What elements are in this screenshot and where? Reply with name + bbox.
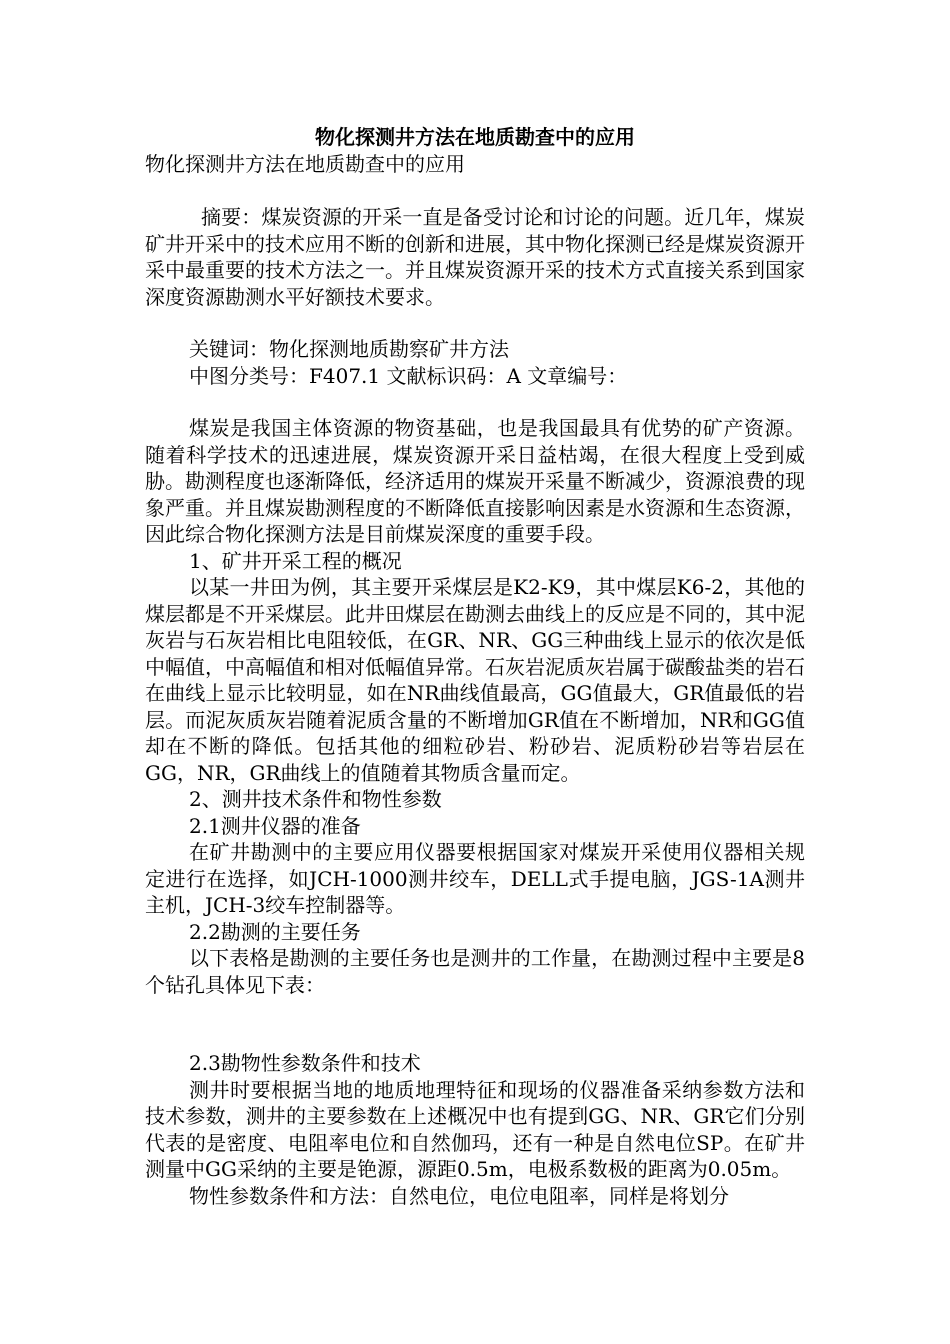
section-1-paragraph: 以某一井田为例，其主要开采煤层是K2-K9，其中煤层K6-2，其他的煤层都是不开采煤层。此井田煤层在勘测去曲线上的反应是不同的，其中泥灰岩与石灰岩相比电阻较低，在GR、NR、GG三种曲线上显示的依次是低中幅值，中高幅值和相对低幅值异常。石灰岩泥质灰岩属于碳酸盐类的岩石在曲线上显示比较明显，如在NR曲线值最高，GG值最大，GR值最低的岩层。而泥灰质灰岩随着泥质含量的不断增加GR值在不断增加，NR和GG值却在不断的降低。包括其他的细粒砂岩、粉砂岩、泥质粉砂岩等岩层在GG，NR，GR曲线上的值随着其物质含量而定。 xyxy=(145,575,805,785)
intro-paragraph: 煤炭是我国主体资源的物资基础，也是我国最具有优势的矿产资源。随着科学技术的迅速进展，煤炭资源开采日益枯竭，在很大程度上受到威胁。勘测程度也逐渐降低，经济适用的煤炭开采量不断减少，资源浪费的现象严重。并且煤炭勘测程度的不断降低直接影响因素是水资源和生态资源，因此综合物化探测方法是目前煤炭深度的重要手段。 xyxy=(145,416,805,546)
section-2-1-heading: 2.1测井仪器的准备 xyxy=(189,813,361,838)
section-2-heading: 2、测井技术条件和物性参数 xyxy=(189,787,442,811)
section-2-3-heading: 2.3勘物性参数条件和技术 xyxy=(189,1051,421,1075)
keywords-line: 关键词：物化探测地质勘察矿井方法 xyxy=(189,337,509,361)
section-2-2-heading: 2.2勘测的主要任务 xyxy=(189,919,361,944)
document-body xyxy=(145,124,805,1209)
blank-line xyxy=(145,389,805,415)
section-1-heading: 1、矿井开采工程的概况 xyxy=(189,548,402,573)
document-title: 物化探测井方法在地质勘查中的应用 xyxy=(315,125,635,149)
abstract-paragraph: 摘要：煤炭资源的开采一直是备受讨论和讨论的问题。近几年，煤炭矿井开采中的技术应用不断的创新和进展，其中物化探测已经是煤炭资源开采中最重要的技术方法之一。并且煤炭资源开采的技术方式直接关系到国家深度资源勘测水平好额技术要求。 xyxy=(145,205,805,309)
document-subtitle: 物化探测井方法在地质勘查中的应用 xyxy=(145,152,465,176)
section-2-3-paragraph: 测井时要根据当地的地质地理特征和现场的仪器准备采纳参数方法和技术参数，测井的主要参数在上述概况中也有提到GG、NR、GR它们分别代表的是密度、电阻率电位和自然伽玛，还有一种是自然电位SP。在矿井测量中GG采纳的主要是铯源，源距0.5m，电极系数极的距离为0.05m。 xyxy=(145,1077,805,1181)
section-2-3-paragraph-2: 物性参数条件和方法：自然电位，电位电阻率，同样是将划分 xyxy=(189,1183,729,1208)
blank-line xyxy=(145,178,805,204)
section-2-2-paragraph: 以下表格是勘测的主要任务也是测井的工作量，在勘测过程中主要是8个钻孔具体见下表： xyxy=(145,946,805,997)
blank-line xyxy=(145,310,805,336)
blank-space xyxy=(145,998,805,1050)
classification-line: 中图分类号：F407.1 文献标识码：A 文章编号： xyxy=(189,363,628,388)
section-2-1-paragraph: 在矿井勘测中的主要应用仪器要根据国家对煤炭开采使用仪器相关规定进行在选择，如JCH-1000测井绞车，DELL式手提电脑，JGS-1A测井主机，JCH-3绞车控制器等。 xyxy=(145,840,805,917)
